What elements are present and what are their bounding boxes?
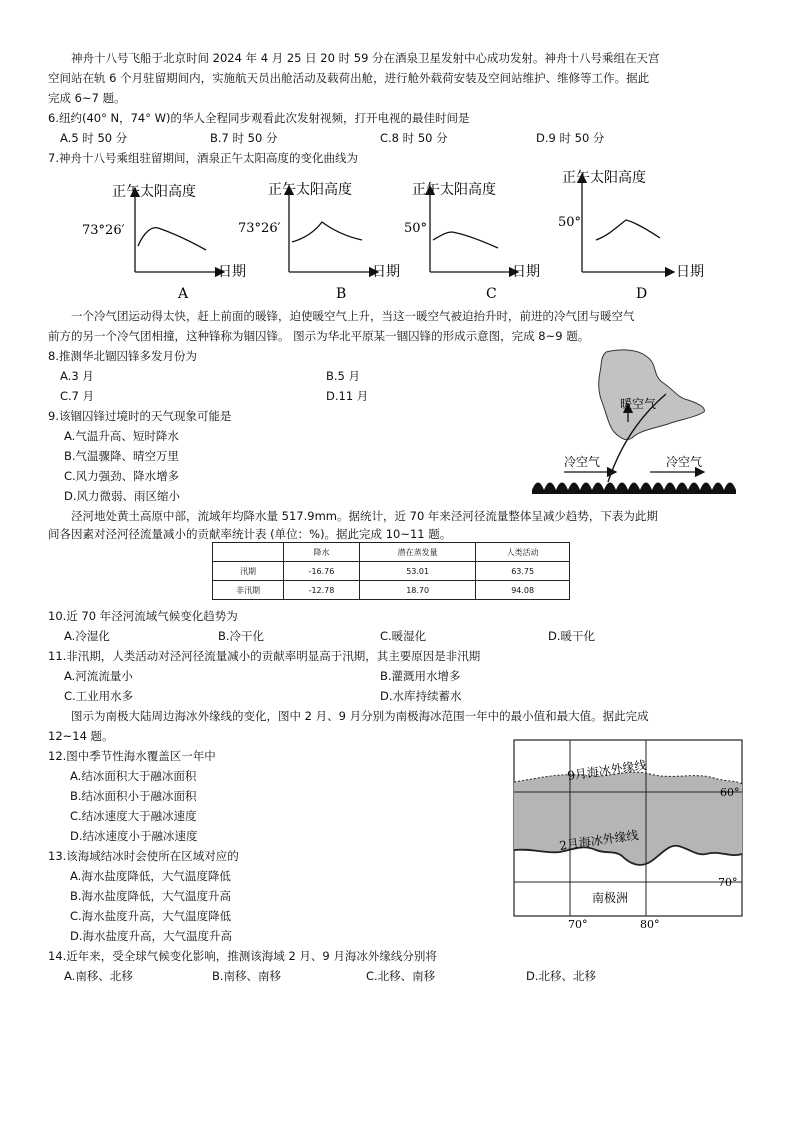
q7-sun-altitude-charts <box>60 166 760 302</box>
q7-chart-a-curve <box>138 228 206 250</box>
intro-8-9-line1: 一个冷气团运动得太快，赶上前面的暖锋，迫使暖空气上升，当这一暖空气被迫抬升时，前进的冷气团与暖空气 <box>71 309 635 323</box>
cold-air-right-label: 冷空气 <box>666 455 703 469</box>
q9-option-b[interactable]: B.气温骤降、晴空万里 <box>64 449 180 463</box>
table-cell: -12.78 <box>283 581 359 600</box>
q10-option-b[interactable]: B.冷干化 <box>218 629 265 643</box>
q13-option-a[interactable]: A.海水盐度降低，大气温度降低 <box>70 869 231 883</box>
table-row <box>213 562 570 581</box>
table-header-cell: 降水 <box>283 543 359 562</box>
q7-chart-c-letter: C <box>486 286 497 302</box>
intro-6-7-line2: 空间站在轨 6 个月驻留期间内，实施航天员出舱活动及载荷出舱，进行舱外载荷安装及空间站维护、维修等工作。据此 <box>48 71 650 85</box>
q7-chart-c-curve <box>433 232 498 248</box>
table-cell: 汛期 <box>213 562 284 581</box>
q13-option-d[interactable]: D.海水盐度升高，大气温度升高 <box>70 929 233 943</box>
q7-chart-b[interactable] <box>238 181 400 302</box>
lat-60-label: 60° <box>720 786 740 799</box>
warm-air-label: 暖空气 <box>620 397 657 411</box>
q11-option-b[interactable]: B.灌溉用水增多 <box>380 669 461 683</box>
q13-option-b[interactable]: B.海水盐度降低，大气温度升高 <box>70 889 232 903</box>
q7-chart-b-title: 正午太阳高度 <box>268 182 352 198</box>
table-cell: 53.01 <box>359 562 475 581</box>
q10-option-c[interactable]: C.暖湿化 <box>380 629 427 643</box>
q6-option-d[interactable]: D.9 时 50 分 <box>536 131 605 145</box>
q7-chart-c-value-label: 50° <box>404 221 428 236</box>
lat-70-label: 70° <box>718 876 738 889</box>
intro-12-14-line2: 12~14 题。 <box>48 729 114 743</box>
q7-chart-a-x-label: 日期 <box>218 264 246 280</box>
q11-stem: 11.非汛期，人类活动对泾河径流量减小的贡献率明显高于汛期，其主要原因是非汛期 <box>48 649 481 663</box>
table-cell: -16.76 <box>283 562 359 581</box>
q10-option-d[interactable]: D.暖干化 <box>548 629 596 643</box>
table-header-cell: 人类活动 <box>476 543 570 562</box>
q7-chart-d[interactable] <box>558 169 704 302</box>
table-cell: 18.70 <box>359 581 475 600</box>
intro-6-7-line3: 完成 6~7 题。 <box>48 91 126 105</box>
cold-air-left-label: 冷空气 <box>564 455 601 469</box>
sep-ice-edge-label: 9月海冰外缘线 <box>566 758 648 783</box>
q8-option-a[interactable]: A.3 月 <box>60 369 94 383</box>
intro-10-11-line2: 间各因素对泾河径流量减小的贡献率统计表 (单位：%)。据此完成 10~11 题。 <box>48 527 452 541</box>
q12-option-b[interactable]: B.结冰面积小于融冰面积 <box>70 789 197 803</box>
lon-80-label: 80° <box>640 918 660 931</box>
runoff-contribution-table <box>212 542 570 600</box>
intro-12-14-line1: 图示为南极大陆周边海冰外缘线的变化，图中 2 月、9 月分别为南极海冰范围一年中的最小值和最大值。据此完成 <box>71 709 649 723</box>
q11-option-d[interactable]: D.水库持续蓄水 <box>380 689 462 703</box>
intro-8-9-line2: 前方的另一个冷气团相撞，这种锋称为锢囚锋。 图示为华北平原某一锢囚锋的形成示意图，完成 8~9 题。 <box>48 329 590 343</box>
lon-70-label: 70° <box>568 918 588 931</box>
q7-chart-b-x-label: 日期 <box>372 264 400 280</box>
table-header-cell: 潜在蒸发量 <box>359 543 475 562</box>
q12-stem: 12.图中季节性海水覆盖区一年中 <box>48 749 216 763</box>
q14-option-a[interactable]: A.南移、北移 <box>64 969 133 983</box>
q13-option-c[interactable]: C.海水盐度升高，大气温度降低 <box>70 909 232 923</box>
q7-chart-c-x-label: 日期 <box>512 264 540 280</box>
q9-stem: 9.该锢囚锋过境时的天气现象可能是 <box>48 409 232 423</box>
q11-option-c[interactable]: C.工业用水多 <box>64 689 134 703</box>
q7-chart-a-letter: A <box>178 286 189 302</box>
q7-chart-d-x-label: 日期 <box>676 264 704 280</box>
q8-option-d[interactable]: D.11 月 <box>326 389 369 403</box>
q6-option-c[interactable]: C.8 时 50 分 <box>380 131 448 145</box>
q14-option-b[interactable]: B.南移、南移 <box>212 969 282 983</box>
q14-option-d[interactable]: D.北移、北移 <box>526 969 597 983</box>
q6-option-b[interactable]: B.7 时 50 分 <box>210 131 278 145</box>
q14-option-c[interactable]: C.北移、南移 <box>366 969 436 983</box>
q9-option-d[interactable]: D.风力微弱、雨区缩小 <box>64 489 181 503</box>
intro-6-7-line1: 神舟十八号飞船于北京时间 2024 年 4 月 25 日 20 时 59 分在酒泉卫星发射中心成功发射。神舟十八号乘组在天宫 <box>71 51 660 65</box>
q7-chart-d-title: 正午太阳高度 <box>562 170 646 186</box>
q7-chart-b-letter: B <box>336 286 347 302</box>
q7-chart-d-letter: D <box>636 286 648 302</box>
q7-stem: 7.神舟十八号乘组驻留期间，酒泉正午太阳高度的变化曲线为 <box>48 151 358 165</box>
ground-surface <box>532 483 736 495</box>
table-header-row <box>213 543 570 562</box>
q7-chart-c[interactable] <box>404 181 540 302</box>
q12-option-c[interactable]: C.结冰速度大于融冰速度 <box>70 809 197 823</box>
warm-air-mass <box>599 350 705 440</box>
q6-option-a[interactable]: A.5 时 50 分 <box>60 131 128 145</box>
q10-stem: 10.近 70 年泾河流域气候变化趋势为 <box>48 609 238 623</box>
intro-10-11-line1: 泾河地处黄土高原中部，流域年均降水量 517.9mm。据统计，近 70 年来泾河径流量整体呈减少趋势，下表为此期 <box>71 509 658 523</box>
table-cell: 非汛期 <box>213 581 284 600</box>
q8-option-c[interactable]: C.7 月 <box>60 389 95 403</box>
q12-option-a[interactable]: A.结冰面积大于融冰面积 <box>70 769 197 783</box>
q7-chart-b-curve <box>292 222 362 242</box>
q7-chart-c-title: 正午太阳高度 <box>412 182 496 198</box>
q7-chart-d-value-label: 50° <box>558 215 582 230</box>
q7-chart-b-value-label: 73°26′ <box>238 221 281 236</box>
table-row <box>213 581 570 600</box>
table-cell: 63.75 <box>476 562 570 581</box>
table-cell: 94.08 <box>476 581 570 600</box>
q7-chart-a[interactable] <box>82 183 246 302</box>
q13-stem: 13.该海域结冰时会使所在区域对应的 <box>48 849 239 863</box>
table-header-cell <box>213 543 284 562</box>
occluded-front-diagram <box>528 346 748 496</box>
q6-stem: 6.纽约(40° N，74° W)的华人全程同步观看此次发射视频，打开电视的最佳时间是 <box>48 111 470 125</box>
q11-option-a[interactable]: A.河流流量小 <box>64 669 133 683</box>
antarctic-sea-ice-map <box>510 738 772 934</box>
feb-ice-edge-label: 2月海冰外缘线 <box>558 828 640 853</box>
q12-option-d[interactable]: D.结冰速度小于融冰速度 <box>70 829 198 843</box>
q9-option-a[interactable]: A.气温升高、短时降水 <box>64 429 179 443</box>
q7-chart-d-curve <box>596 220 660 240</box>
seasonal-ice-zone <box>514 772 742 865</box>
q7-chart-a-value-label: 73°26′ <box>82 223 125 238</box>
q7-chart-a-title: 正午太阳高度 <box>112 184 196 200</box>
antarctica-label: 南极洲 <box>592 891 629 905</box>
q8-option-b[interactable]: B.5 月 <box>326 369 361 383</box>
q10-option-a[interactable]: A.冷湿化 <box>64 629 110 643</box>
q8-stem: 8.推测华北锢囚锋多发月份为 <box>48 349 197 363</box>
q14-stem: 14.近年来，受全球气候变化影响，推测该海域 2 月、9 月海冰外缘线分别将 <box>48 949 437 963</box>
q9-option-c[interactable]: C.风力强劲、降水增多 <box>64 469 180 483</box>
